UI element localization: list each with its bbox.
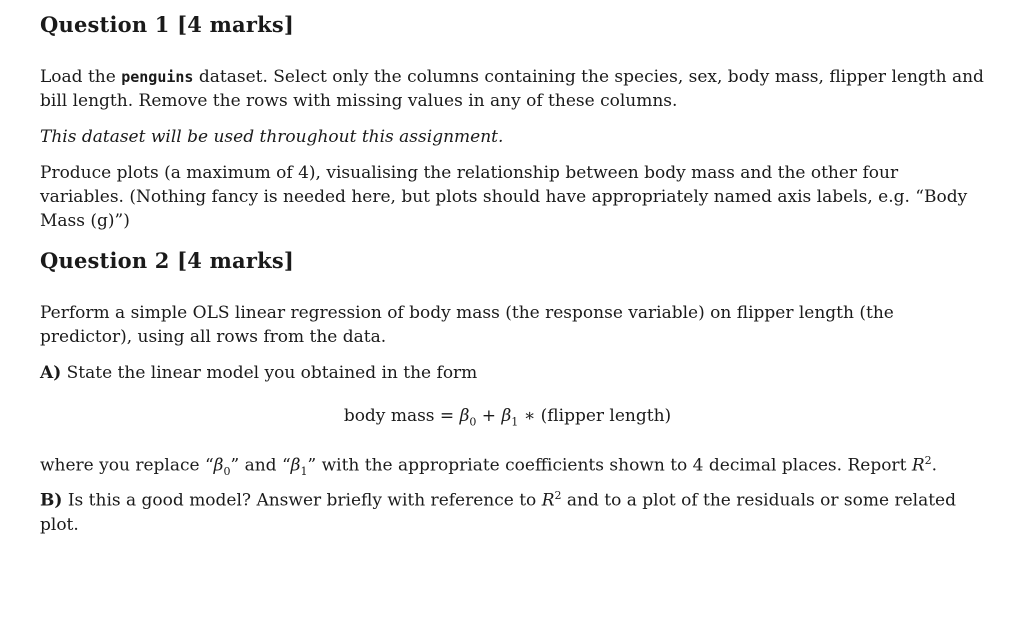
question-2-part-a bbox=[40, 361, 985, 385]
beta-0-subscript: 0 bbox=[469, 415, 477, 429]
q1-text-a: Load the bbox=[40, 67, 122, 87]
where-beta-0-sub: 0 bbox=[223, 465, 231, 479]
question-2-heading: Question 2 [4 marks] bbox=[40, 248, 294, 273]
question-2-intro: Perform a simple OLS linear regression of body mass (the response variable) on flipper length (the predictor), using all rows from the data. bbox=[40, 303, 894, 347]
where-text-c: ” with the appropriate coefficients shown to 4 decimal places. Report bbox=[307, 455, 912, 476]
where-r-symbol: R bbox=[911, 455, 925, 476]
part-b-label: B) bbox=[40, 490, 63, 511]
linear-model-equation bbox=[0, 404, 1015, 434]
where-beta-0: β bbox=[213, 455, 224, 476]
where-r-squared-sup: 2 bbox=[924, 454, 932, 467]
part-b-text-b: and to a plot of the residuals or some related plot. bbox=[40, 490, 956, 535]
part-b-r-symbol: R bbox=[541, 490, 555, 511]
where-beta-1: β bbox=[290, 455, 301, 476]
where-text-d: . bbox=[931, 455, 938, 476]
question-2-part-b bbox=[40, 484, 985, 537]
beta-1-symbol: β bbox=[501, 406, 512, 426]
question-1-plots-task: Produce plots (a maximum of 4), visualising the relationship between body mass and the other four variables. (Nothing fancy is needed here, but plots should have appropriately named axis labels, e.g. “Body Mass (g)”) bbox=[40, 163, 968, 231]
where-beta-1-sub: 1 bbox=[300, 465, 308, 479]
equation-rest: ∗ (flipper length) bbox=[518, 406, 672, 426]
beta-1-subscript: 1 bbox=[511, 415, 519, 429]
question-1-note: This dataset will be used throughout this assignment. bbox=[40, 127, 504, 147]
where-text-a: where you replace “ bbox=[40, 455, 214, 476]
where-text-b: ” and “ bbox=[230, 455, 291, 476]
equation-lhs: body mass = bbox=[343, 406, 460, 426]
question-2-where-clause bbox=[40, 449, 985, 484]
part-b-r-squared-sup: 2 bbox=[554, 489, 562, 502]
question-1-instructions bbox=[40, 65, 985, 113]
part-a-label: A) bbox=[40, 363, 62, 383]
beta-0-symbol: β bbox=[459, 406, 470, 426]
part-a-text: State the linear model you obtained in the form bbox=[61, 363, 478, 383]
part-b-text-a: Is this a good model? Answer briefly with reference to bbox=[62, 490, 542, 511]
q1-text-b: dataset. Select only the columns containing the species, sex, body mass, flipper length and bill length. Remove the rows with missing values in any of these columns. bbox=[40, 67, 984, 111]
dataset-name-code: penguins bbox=[121, 68, 194, 86]
equation-plus: + bbox=[476, 406, 502, 426]
question-1-heading: Question 1 [4 marks] bbox=[40, 12, 294, 37]
